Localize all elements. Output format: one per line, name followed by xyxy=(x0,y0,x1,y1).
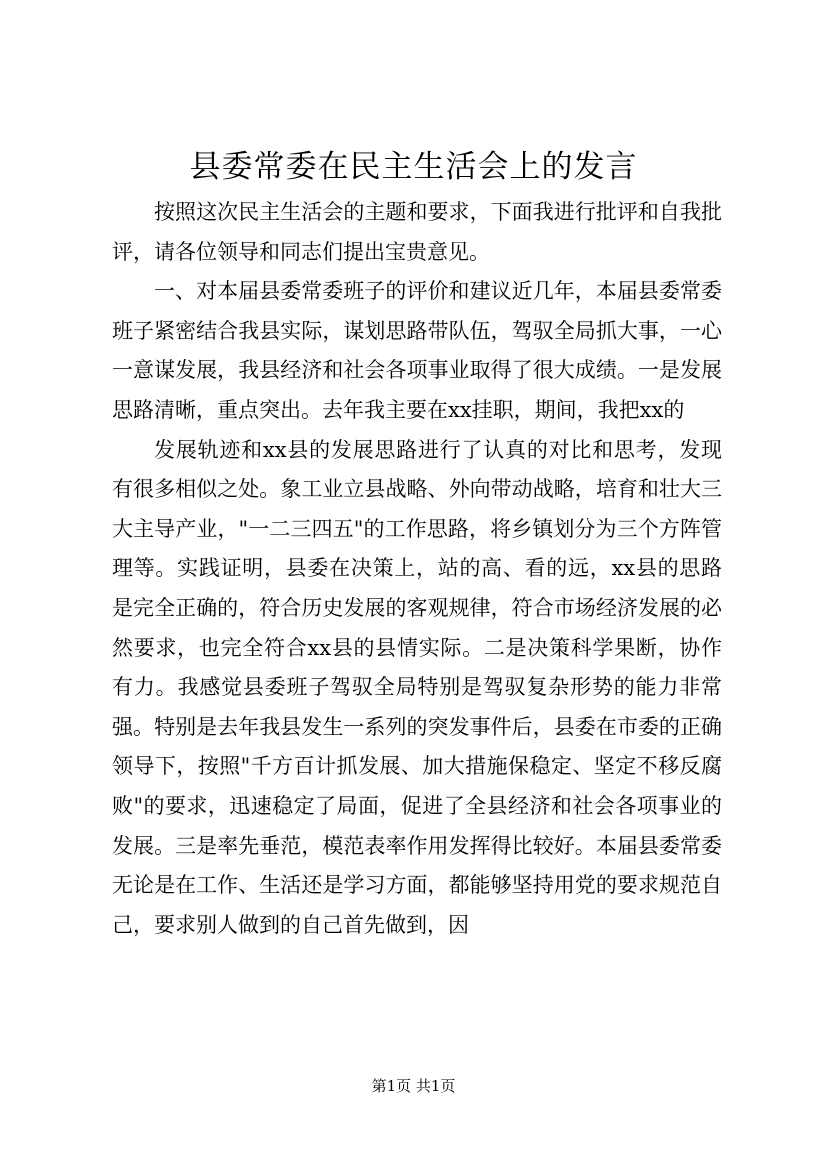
paragraph-section-one: 一、对本届县委常委班子的评价和建议近几年，本届县委常委班子紧密结合我县实际，谋划思路带队伍，驾驭全局抓大事，一心一意谋发展，我县经济和社会各项事业取得了很大成绩。一是发展思路清晰，重点突出。去年我主要在xx挂职，期间，我把xx的 xyxy=(112,279,722,422)
page-footer xyxy=(0,1076,827,1096)
document-body xyxy=(112,193,722,945)
page-number-total: 共1页 xyxy=(415,1077,456,1095)
paragraph-intro: 按照这次民主生活会的主题和要求，下面我进行批评和自我批评，请各位领导和同志们提出宝贵意见。 xyxy=(112,200,722,264)
document-title: 县委常委在民主生活会上的发言 xyxy=(189,149,638,185)
paragraph-development: 发展轨迹和xx县的发展思路进行了认真的对比和思考，发现有很多相似之处。象工业立县战略、外向带动战略，培育和壮大三大主导产业，"一二三四五"的工作思路，将乡镇划分为三个方阵管理等。实践证明，县委在决策上，站的高、看的远，xx县的思路是完全正确的，符合历史发展的客观规律，符合市场经济发展的必然要求，也完全符合xx县的县情实际。二是决策科学果断，协作有力。我感觉县委班子驾驭全局特别是驾驭复杂形势的能力非常强。特别是去年我县发生一系列的突发事件后，县委在市委的正确领导下，按照"千方百计抓发展、加大措施保稳定、坚定不移反腐败"的要求，迅速稳定了局面，促进了全县经济和社会各项事业的发展。三是率先垂范，模范表率作用发挥得比较好。本届县委常委无论是在工作、生活还是学习方面，都能够坚持用党的要求规范自己，要求别人做到的自己首先做到，因 xyxy=(112,437,722,937)
page-number-current: 第1页 xyxy=(371,1077,412,1095)
